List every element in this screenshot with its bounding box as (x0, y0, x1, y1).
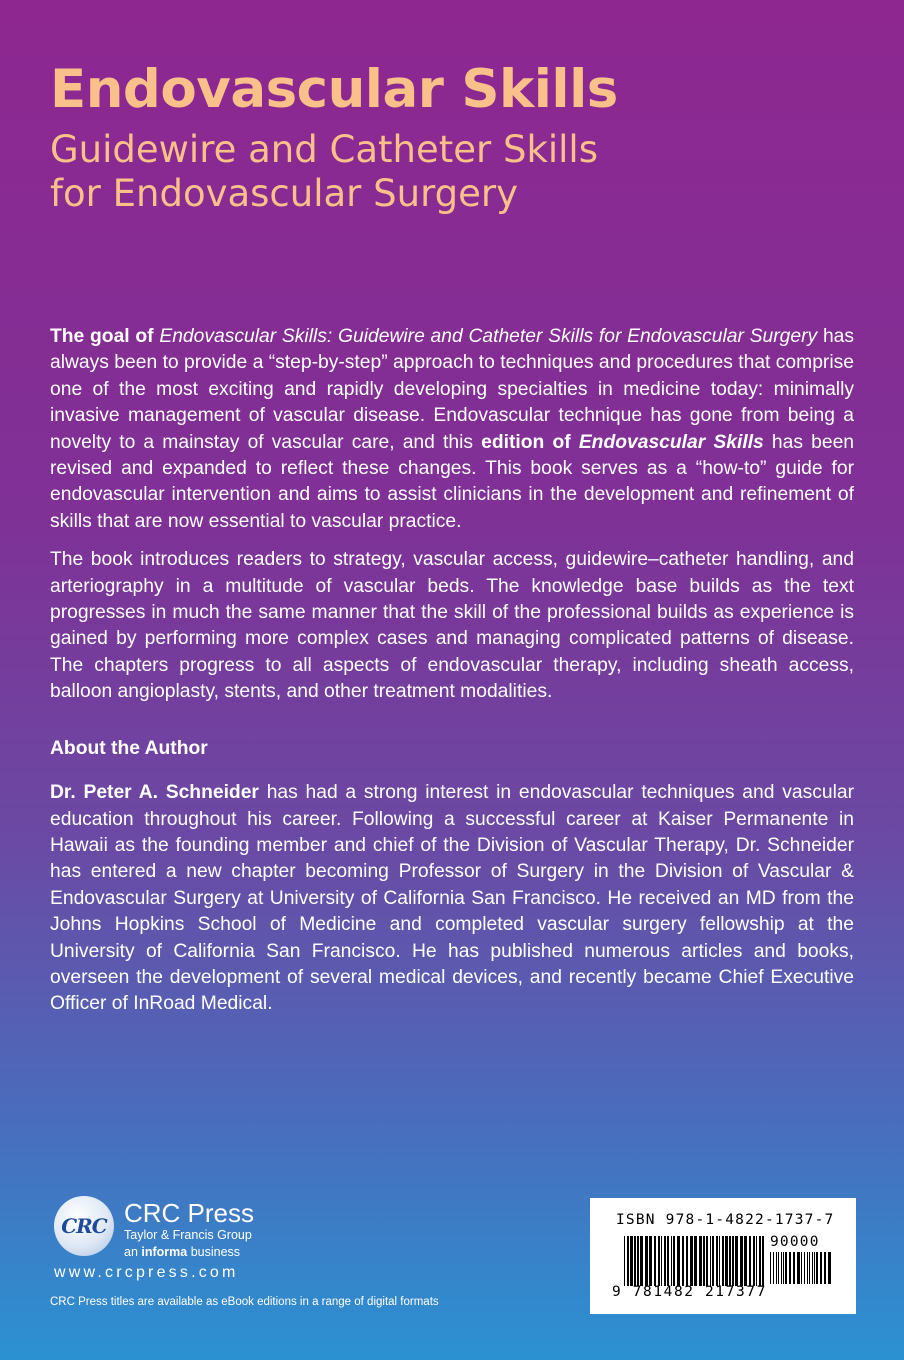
book-subtitle (50, 128, 870, 216)
about-author-heading: About the Author (50, 737, 208, 759)
book-title-italic: Endovascular Skills: Guidewire and Catheter Skills for Endovascular Surgery (159, 326, 818, 347)
publisher-url[interactable]: www.crcpress.com (54, 1264, 239, 1281)
ean-digits: 9 781482 217377 (612, 1284, 767, 1300)
author-bio (50, 780, 854, 1018)
ebook-note: CRC Press titles are available as eBook editions in a range of digital formats (50, 1296, 439, 1308)
author-bio-text: has had a strong interest in endovascular techniques and vascular education throughout his career. Following a successful career at Kaiser Permanente in Hawaii as the founding member and chief of the Division of Vascular Therapy, Dr. Schneider has entered a new chapter becoming Professor of Surgery in the Division of Vascular & Endovascular Surgery at University of California San Francisco. He received an MD from the Johns Hopkins School of Medicine and completed vascular surgery fellowship at the University of California San Francisco. He has published numerous articles and books, overseen the development of several medical devices, and recently became Chief Executive Officer of InRoad Medical. (50, 782, 855, 1015)
ean-barcode-bars (624, 1236, 766, 1286)
publisher-informa: an informa business (124, 1245, 241, 1259)
book-title: Endovascular Skills (50, 59, 618, 120)
publisher-group: Taylor & Francis Group (124, 1228, 252, 1242)
short-title-italic: Endovascular Skills (578, 431, 764, 453)
title-block (50, 58, 870, 216)
description-paragraph-1 (50, 324, 854, 535)
isbn-barcode (590, 1198, 856, 1314)
subtitle-line-1: Guidewire and Catheter Skills (50, 128, 598, 171)
description-text-1: has always been to provide a “step-by-step” approach to techniques and procedures that comprise one of the most exciting and rapidly developing specialties in medicine today: minimally invasive management of vascular disease. Endovascular technique has gone from being a novelty to a mainstay of vascular care, and this (50, 326, 855, 453)
publisher-name: CRC Press (124, 1198, 255, 1228)
crc-press-logo (54, 1196, 114, 1256)
subtitle-line-2: for Endovascular Surgery (50, 172, 519, 215)
description-paragraph-2: The book introduces readers to strategy, vascular access, guidewire–catheter handling, and arteriography in a multitude of vascular beds. The knowledge base builds as the text progresses in much the same manner that the skill of the professional builds as experience is gained by performing more complex cases and managing complicated patterns of disease. The chapters progress to all aspects of endovascular therapy, including sheath access, balloon angioplasty, stents, and other treatment modalities. (50, 549, 854, 703)
back-cover-copy (50, 324, 854, 1018)
price-code: 90000 (770, 1234, 820, 1250)
author-name: Dr. Peter A. Schneider (50, 782, 259, 804)
price-barcode-bars (770, 1252, 834, 1284)
lead-phrase: The goal of (50, 326, 154, 347)
crc-logo-text: CRC (61, 1214, 107, 1238)
isbn-number: ISBN 978-1-4822-1737-7 (616, 1212, 835, 1228)
description-text-2: has been revised and expanded to reflect these changes. This book serves as a “how-to” guide for endovascular intervention and aims to assist clinicians in the development and refinement of skills that are now essential to vascular practice. (50, 431, 855, 532)
edition-label: edition of Endovascular Skills (481, 431, 764, 453)
